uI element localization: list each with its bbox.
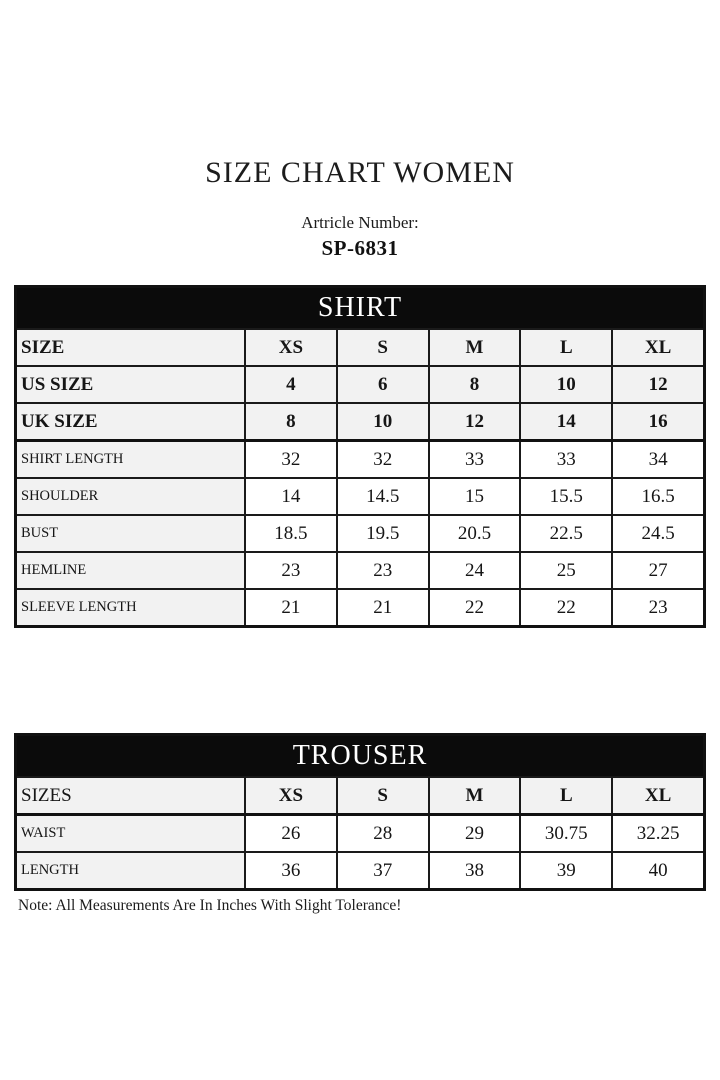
cell-value: 15.5 (519, 479, 611, 514)
cell-value: 22.5 (519, 516, 611, 551)
cell-value: 16 (611, 404, 703, 439)
shirt-size-table (14, 285, 706, 628)
cell-value: 25 (519, 553, 611, 588)
cell-value: 26 (244, 816, 336, 851)
table-row (17, 551, 703, 588)
cell-value: 34 (611, 442, 703, 477)
cell-value: 39 (519, 853, 611, 888)
cell-value: 21 (336, 590, 428, 625)
trouser-table-rows (17, 776, 703, 888)
cell-value: 36 (244, 853, 336, 888)
cell-value: 23 (244, 553, 336, 588)
row-label: LENGTH (17, 853, 244, 888)
cell-value: 32.25 (611, 816, 703, 851)
shirt-table-header: SHIRT (17, 288, 703, 328)
cell-value: 30.75 (519, 816, 611, 851)
table-row (17, 813, 703, 851)
cell-value: 28 (336, 816, 428, 851)
cell-value: 14 (519, 404, 611, 439)
cell-value: S (336, 330, 428, 365)
cell-value: 22 (428, 590, 520, 625)
trouser-size-table (14, 733, 706, 891)
cell-value: 6 (336, 367, 428, 402)
cell-value: XL (611, 330, 703, 365)
cell-value: 20.5 (428, 516, 520, 551)
table-row (17, 477, 703, 514)
cell-value: 27 (611, 553, 703, 588)
table-row (17, 776, 703, 813)
cell-value: L (519, 330, 611, 365)
cell-value: 12 (428, 404, 520, 439)
cell-value: 38 (428, 853, 520, 888)
cell-value: 33 (519, 442, 611, 477)
cell-value: 37 (336, 853, 428, 888)
row-label: UK SIZE (17, 404, 244, 439)
cell-value: 14 (244, 479, 336, 514)
cell-value: 23 (611, 590, 703, 625)
cell-value: M (428, 778, 520, 813)
cell-value: 8 (244, 404, 336, 439)
trouser-table-header: TROUSER (17, 736, 703, 776)
cell-value: 23 (336, 553, 428, 588)
row-label: SIZE (17, 330, 244, 365)
cell-value: 21 (244, 590, 336, 625)
cell-value: 40 (611, 853, 703, 888)
table-row (17, 439, 703, 477)
cell-value: 19.5 (336, 516, 428, 551)
cell-value: 32 (244, 442, 336, 477)
cell-value: 33 (428, 442, 520, 477)
cell-value: M (428, 330, 520, 365)
measurement-note: Note: All Measurements Are In Inches With Slight Tolerance! (18, 897, 402, 914)
article-number-value: SP-6831 (321, 236, 399, 260)
row-label: SIZES (17, 778, 244, 813)
cell-value: XL (611, 778, 703, 813)
article-number-label: Artricle Number: (301, 213, 419, 232)
cell-value: 24.5 (611, 516, 703, 551)
page-title: SIZE CHART WOMEN (205, 156, 515, 189)
cell-value: 10 (519, 367, 611, 402)
cell-value: XS (244, 778, 336, 813)
cell-value: 18.5 (244, 516, 336, 551)
cell-value: L (519, 778, 611, 813)
cell-value: 12 (611, 367, 703, 402)
table-row (17, 328, 703, 365)
table-row (17, 514, 703, 551)
cell-value: 8 (428, 367, 520, 402)
table-row (17, 365, 703, 402)
table-row (17, 402, 703, 439)
cell-value: 24 (428, 553, 520, 588)
shirt-table-rows (17, 328, 703, 625)
row-label: US SIZE (17, 367, 244, 402)
cell-value: XS (244, 330, 336, 365)
row-label: SHIRT LENGTH (17, 442, 244, 477)
row-label: HEMLINE (17, 553, 244, 588)
row-label: WAIST (17, 816, 244, 851)
cell-value: 29 (428, 816, 520, 851)
table-row (17, 588, 703, 625)
cell-value: 22 (519, 590, 611, 625)
cell-value: 4 (244, 367, 336, 402)
cell-value: 15 (428, 479, 520, 514)
cell-value: 14.5 (336, 479, 428, 514)
cell-value: 10 (336, 404, 428, 439)
cell-value: 32 (336, 442, 428, 477)
row-label: SLEEVE LENGTH (17, 590, 244, 625)
cell-value: S (336, 778, 428, 813)
row-label: BUST (17, 516, 244, 551)
row-label: SHOULDER (17, 479, 244, 514)
cell-value: 16.5 (611, 479, 703, 514)
table-row (17, 851, 703, 888)
